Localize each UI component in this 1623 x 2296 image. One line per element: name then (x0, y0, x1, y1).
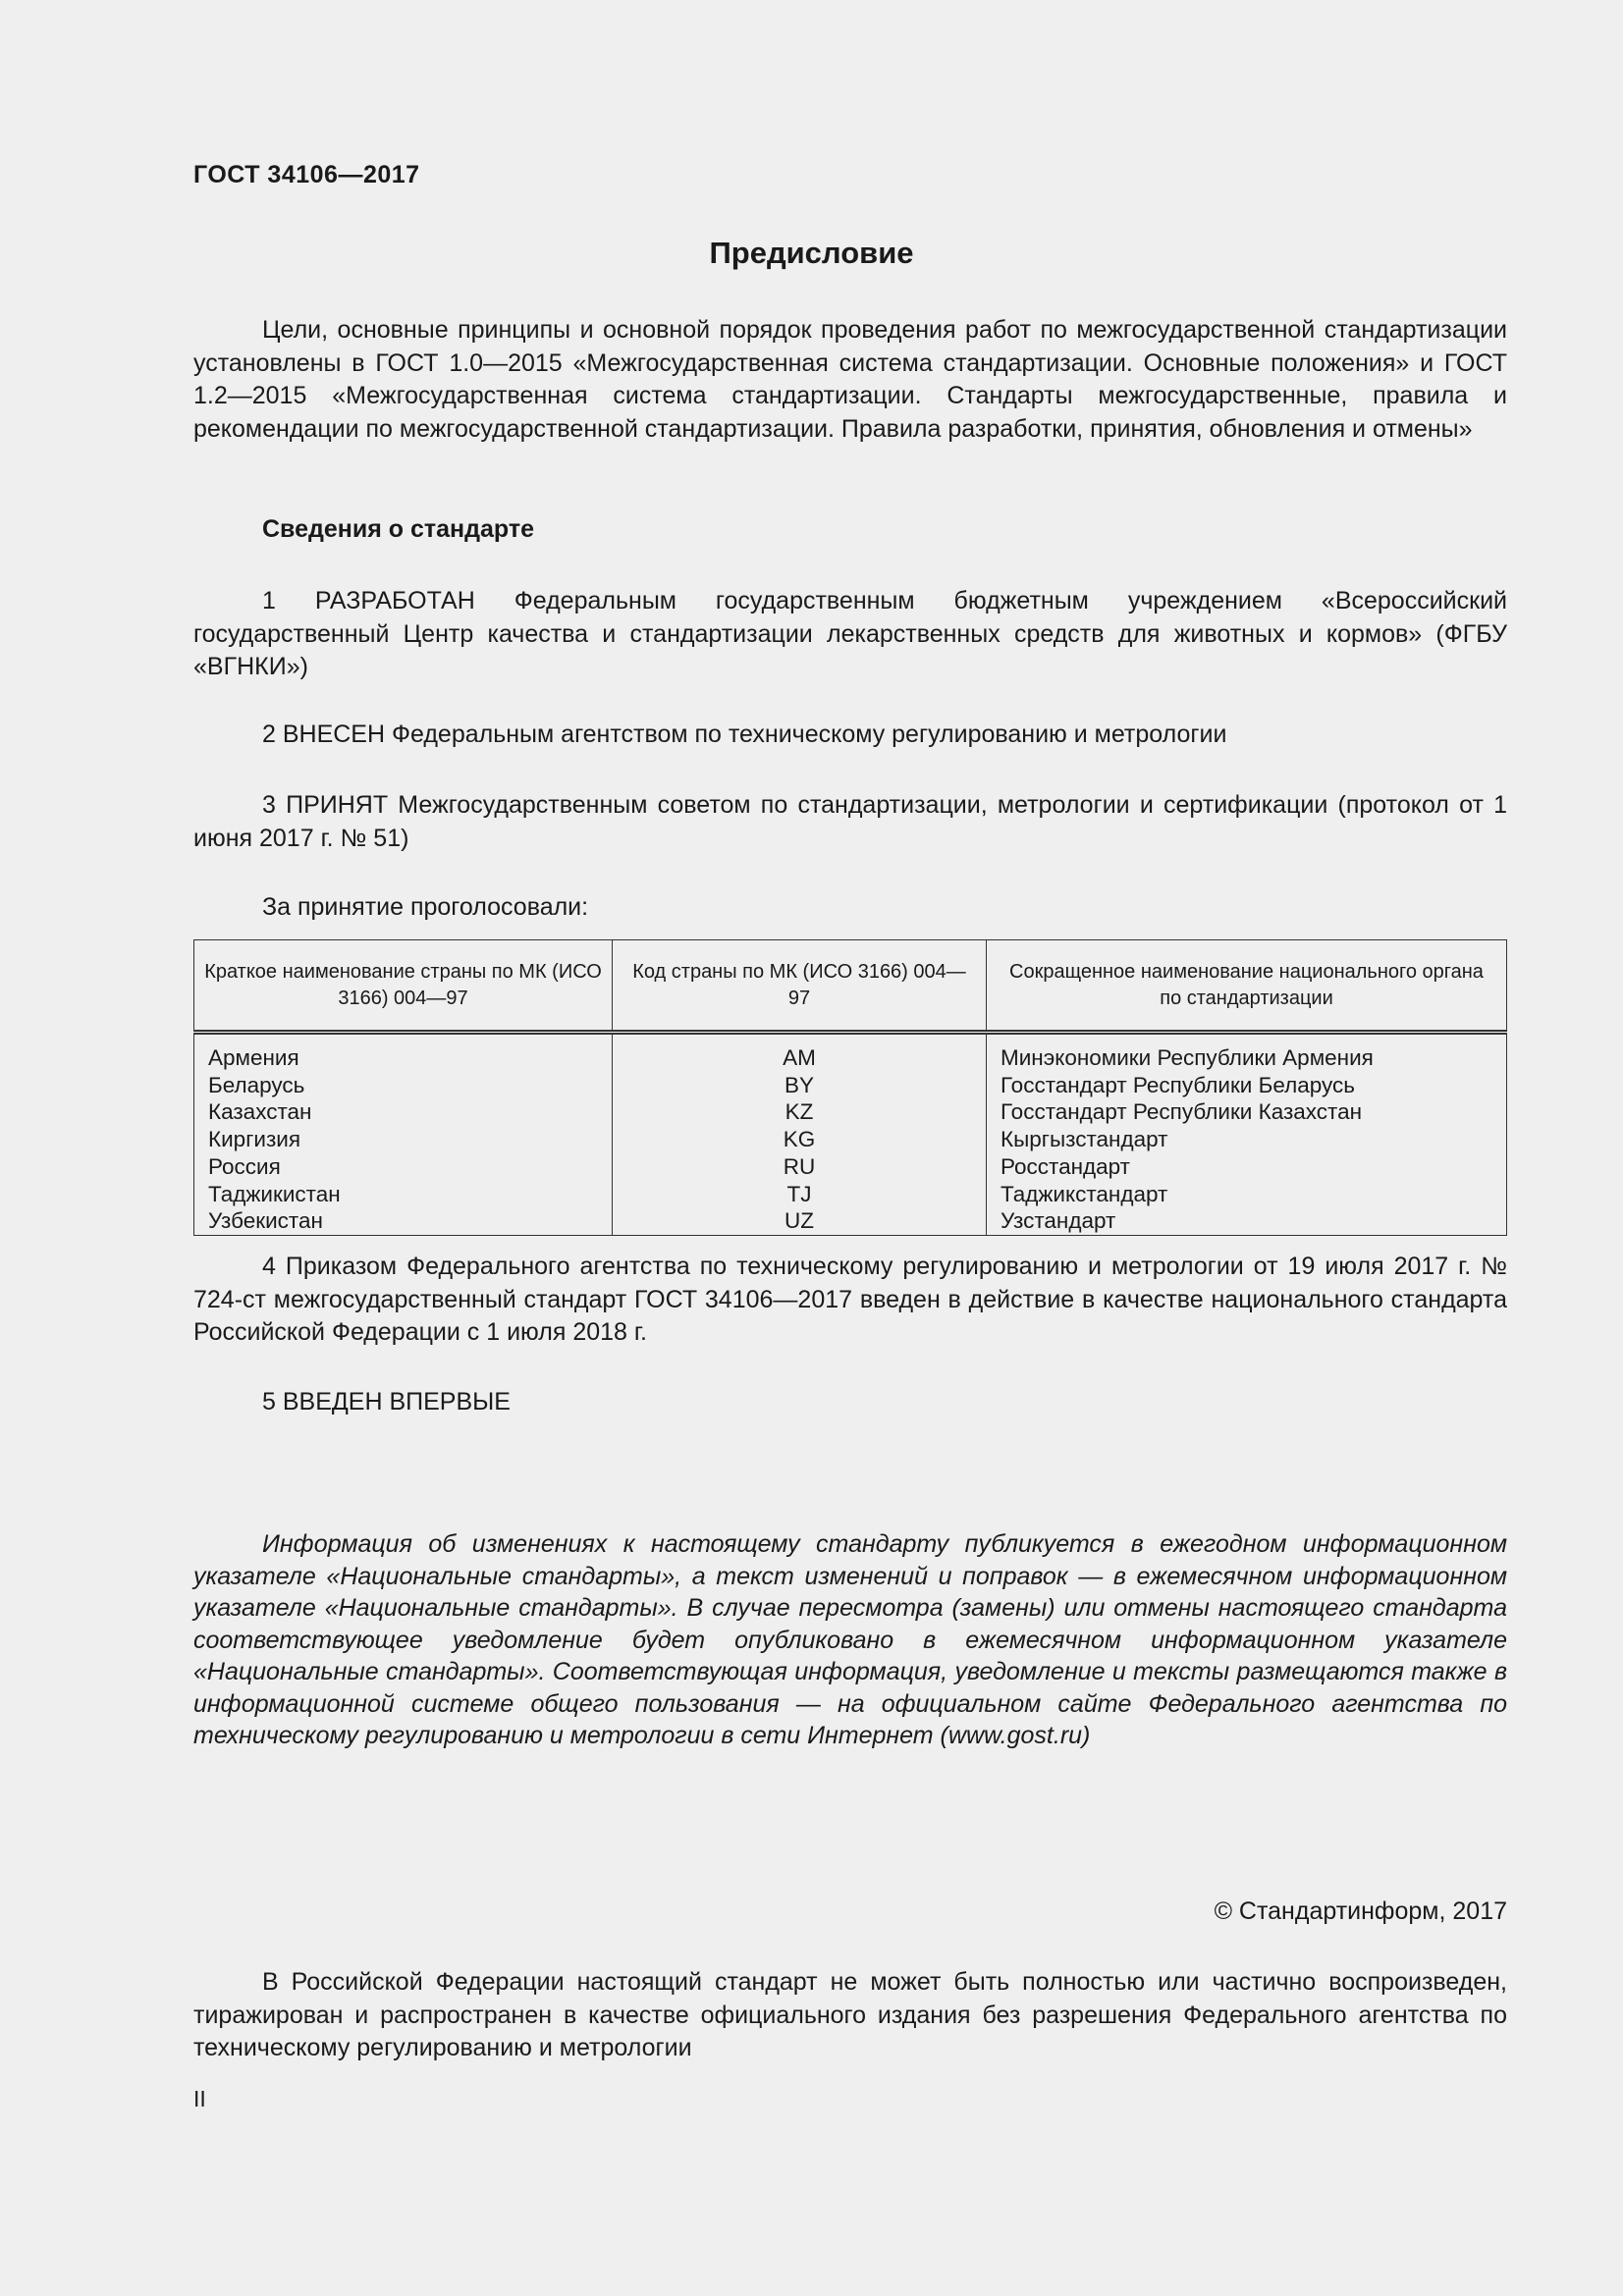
document-code-header: ГОСТ 34106—2017 (193, 161, 420, 188)
item-3-adopted: 3 ПРИНЯТ Межгосударственным советом по стандартизации, метрологии и сертификации (протокол от 1 июня 2017 г. № 51) (193, 791, 1507, 852)
table-row (194, 1126, 1507, 1153)
copyright-notice: © Стандартинформ, 2017 (1214, 1897, 1507, 1925)
table-header-row (194, 940, 1507, 1033)
item-1-developed: 1 РАЗРАБОТАН Федеральным государственным бюджетным учреждением «Всероссийский государственный Центр качества и стандартизации лекарственных средств для животных и кормов» (ФГБУ «ВГНКИ») (193, 587, 1507, 680)
authority-name: Минэкономики Республики Армения (987, 1033, 1507, 1072)
table-row (194, 1207, 1507, 1235)
table-row (194, 1181, 1507, 1208)
column-header-country: Краткое наименование страны по МК (ИСО 3166) 004—97 (194, 940, 613, 1033)
authority-name: Узстандарт (987, 1207, 1507, 1235)
item-2-submitted: 2 ВНЕСЕН Федеральным агентством по техническому регулированию и метрологии (262, 721, 1227, 748)
reproduction-rights-paragraph: В Российской Федерации настоящий стандарт не может быть полностью или частично воспроизведен, тиражирован и распространен в качестве официального издания без разрешения Федерального агентства по техническому регулированию и метрологии (193, 1968, 1507, 2061)
item-4-order: 4 Приказом Федерального агентства по техническому регулированию и метрологии от 19 июля 2017 г. № 724-ст межгосударственный стандарт ГОСТ 34106—2017 введен в действие в качестве национального стандарта Российской Федерации с 1 июля 2018 г. (193, 1253, 1507, 1346)
column-header-authority: Сокращенное наименование национального органа по стандартизации (987, 940, 1507, 1033)
section-subheading: Сведения о стандарте (262, 515, 535, 543)
authority-name: Таджикстандарт (987, 1181, 1507, 1208)
country-name: Беларусь (194, 1072, 613, 1099)
authority-name: Кыргызстандарт (987, 1126, 1507, 1153)
table-row (194, 1153, 1507, 1181)
country-code: KG (613, 1126, 987, 1153)
item-5-first-introduced: 5 ВВЕДЕН ВПЕРВЫЕ (262, 1388, 511, 1415)
changes-info-paragraph: Информация об изменениях к настоящему стандарту публикуется в ежегодном информационном указателе «Национальные стандарты», а текст изменений и поправок — в ежемесячном информационном указателе «Национальные стандарты». В случае пересмотра (замены) или отмены настоящего стандарта соответствующее уведомление будет опубликовано в ежемесячном информационном указателе «Национальные стандарты». Соответствующая информация, уведомление и тексты размещаются также в информационной системе общего пользования — на официальном сайте Федерального агентства по техническому регулированию и метрологии в сети Интернет (www.gost.ru) (193, 1530, 1507, 1749)
voting-countries-table (193, 939, 1507, 1236)
column-header-code: Код страны по МК (ИСО 3166) 004—97 (613, 940, 987, 1033)
intro-paragraph: Цели, основные принципы и основной порядок проведения работ по межгосударственной стандартизации установлены в ГОСТ 1.0—2015 «Межгосударственная система стандартизации. Основные положения» и ГОСТ 1.2—2015 «Межгосударственная система стандартизации. Стандарты межгосударственные, правила и рекомендации по межгосударственной стандартизации. Правила разработки, принятия, обновления и отмены» (193, 316, 1507, 443)
table-row (194, 1033, 1507, 1072)
country-name: Узбекистан (194, 1207, 613, 1235)
table-row (194, 1072, 1507, 1099)
country-code: UZ (613, 1207, 987, 1235)
authority-name: Госстандарт Республики Казахстан (987, 1098, 1507, 1126)
country-code: BY (613, 1072, 987, 1099)
authority-name: Госстандарт Республики Беларусь (987, 1072, 1507, 1099)
voted-label: За принятие проголосовали: (262, 893, 589, 921)
country-name: Россия (194, 1153, 613, 1181)
authority-name: Росстандарт (987, 1153, 1507, 1181)
country-code: KZ (613, 1098, 987, 1126)
page-title: Предисловие (709, 236, 914, 270)
country-code: TJ (613, 1181, 987, 1208)
country-code: AM (613, 1033, 987, 1072)
table-row (194, 1098, 1507, 1126)
country-name: Казахстан (194, 1098, 613, 1126)
country-code: RU (613, 1153, 987, 1181)
country-name: Киргизия (194, 1126, 613, 1153)
page-number: II (193, 2086, 206, 2111)
country-name: Таджикистан (194, 1181, 613, 1208)
country-name: Армения (194, 1033, 613, 1072)
